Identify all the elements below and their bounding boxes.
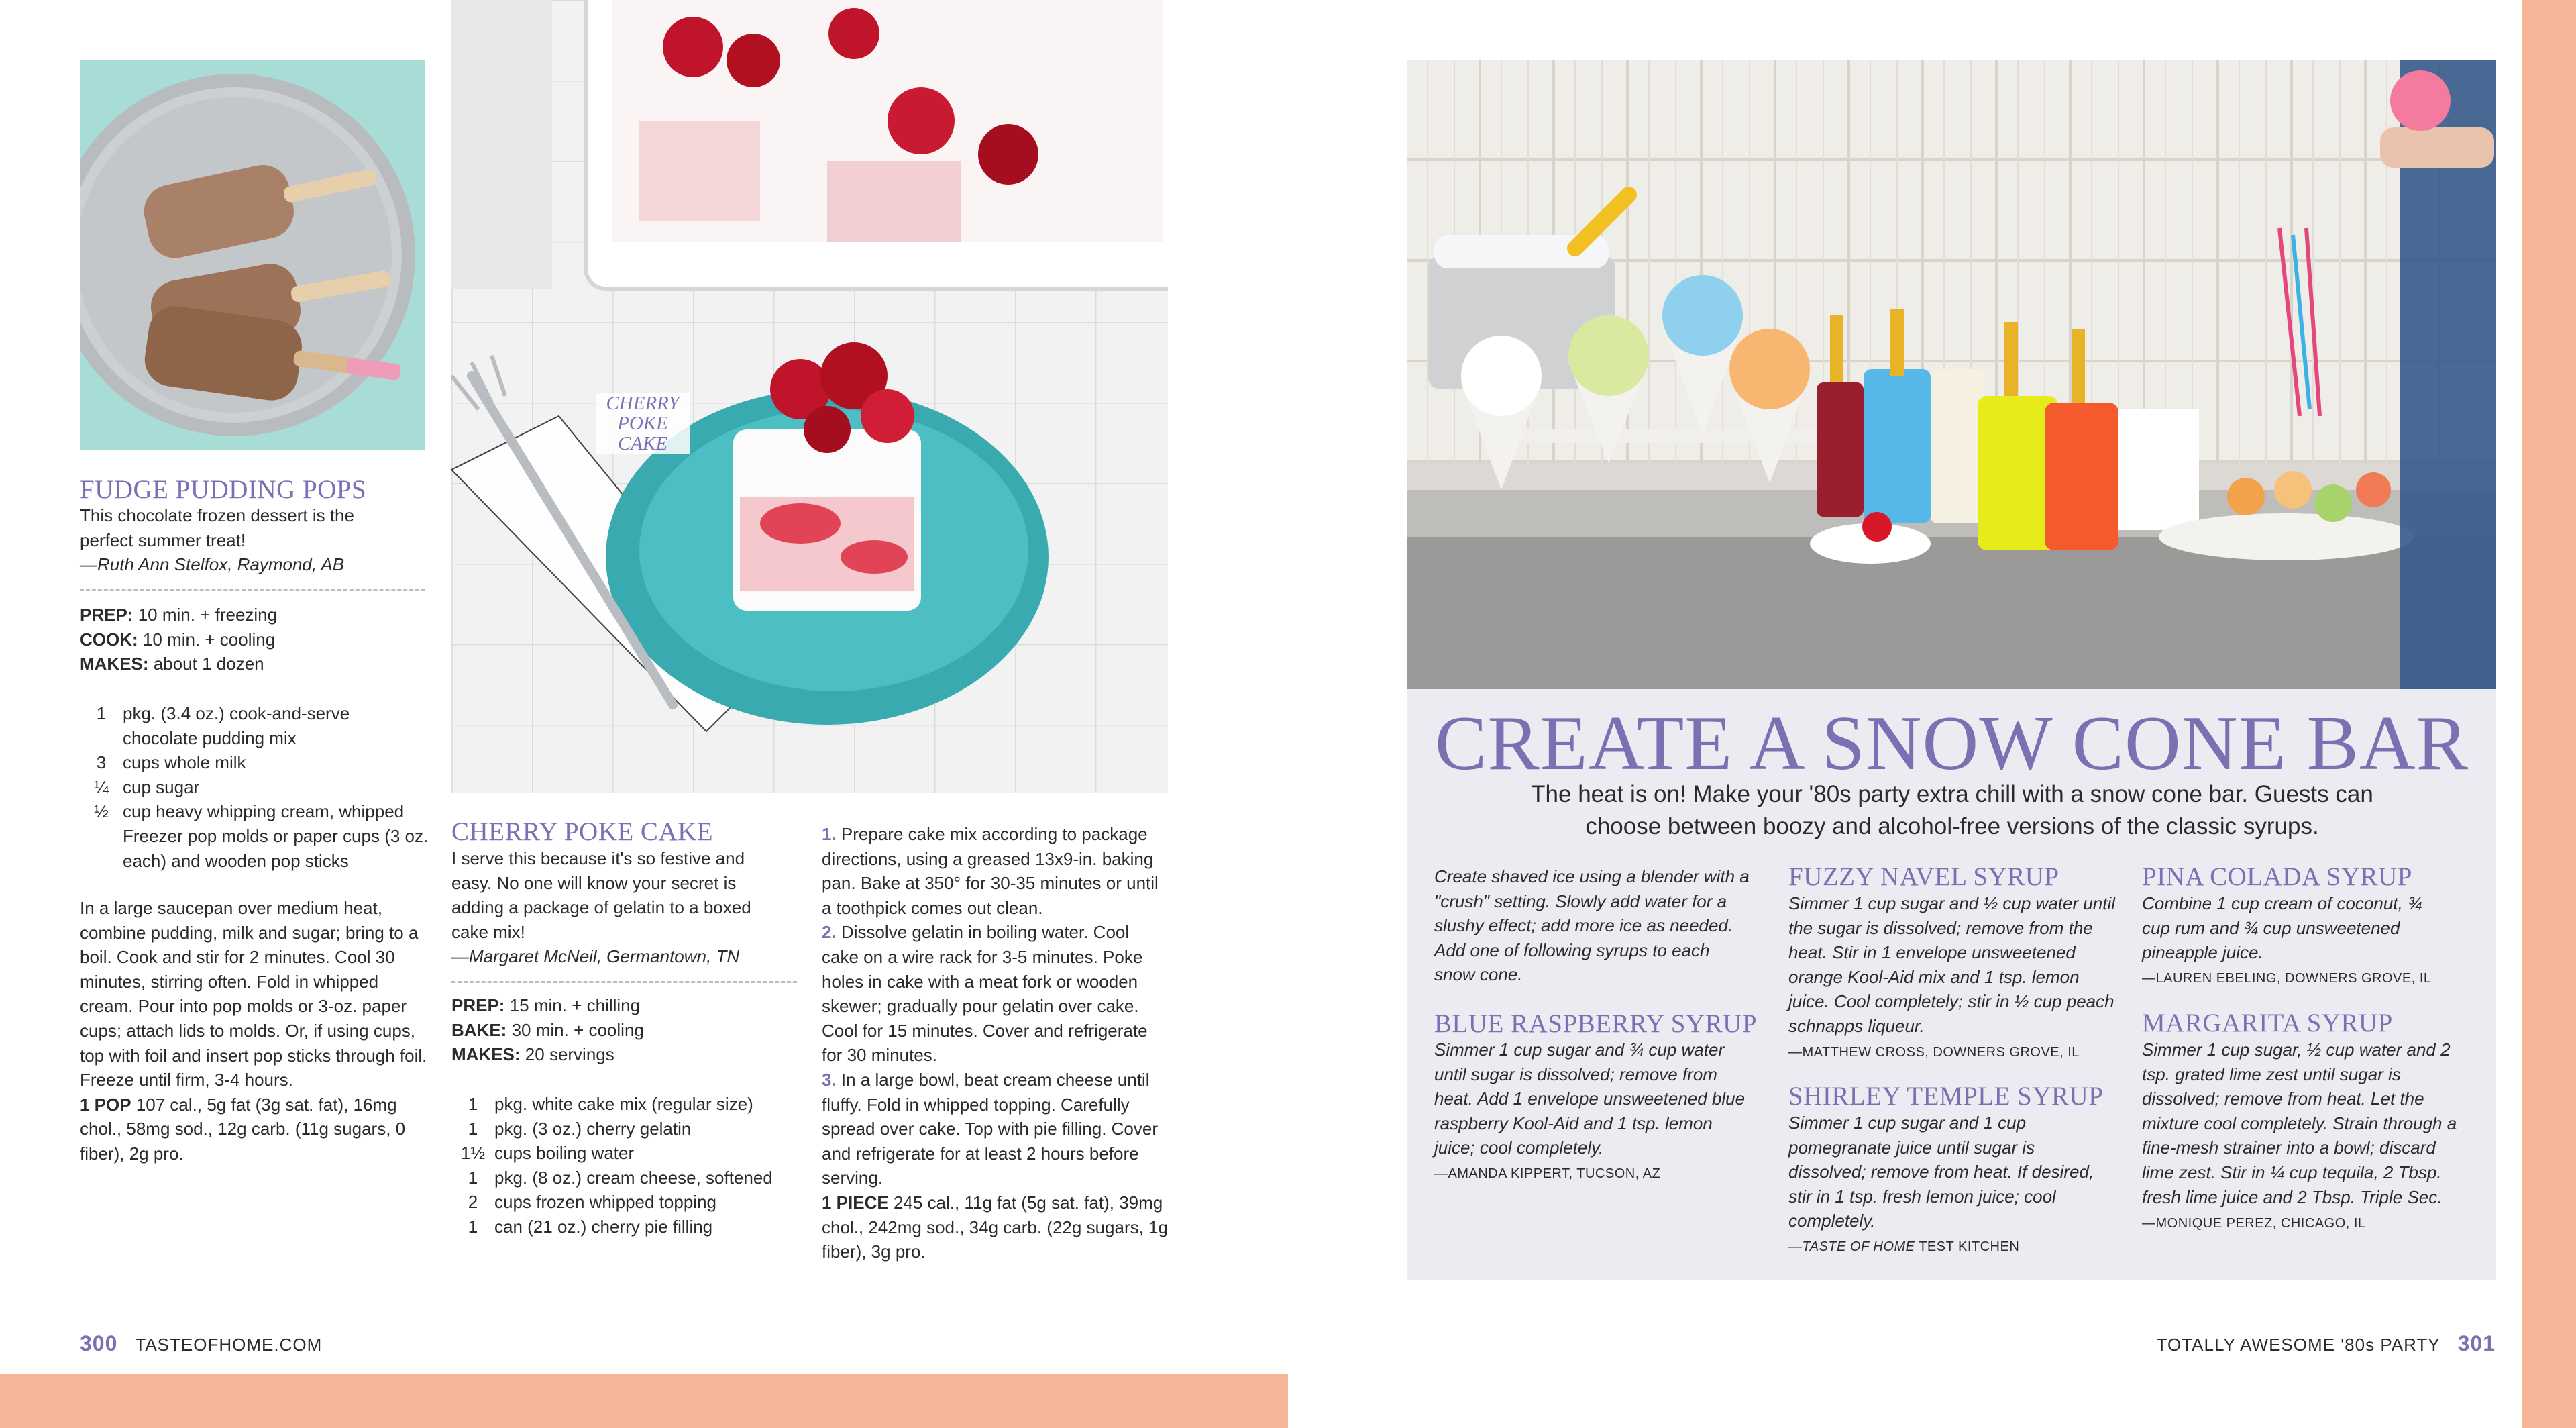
blue-raspberry-title: BLUE RASPBERRY SYRUP xyxy=(1434,1009,1758,1038)
snow-cone-intro: Create shaved ice using a blender with a "crush" setting. Slowly add water for a slushy effect; add more ice as needed. Add one of following syrups to each snow cone. xyxy=(1434,866,1750,985)
ingredient-item: ½ cup heavy whipping cream, whipped xyxy=(94,801,405,822)
cherry-ingredients xyxy=(451,1092,800,1239)
margarita-title: MARGARITA SYRUP xyxy=(2142,1009,2393,1037)
cherry-title: CHERRY POKE CAKE xyxy=(451,817,714,846)
left-folio: 300 TASTEOFHOME.COM xyxy=(80,1331,323,1356)
cherry-directions: 1. Prepare cake mix according to package directions, using a greased 13x9-in. baking pan. Bake at 350° for 30-35 minutes or until a toothpick comes out clean. 2. Dissolve gelatin in boiling water. Cool cake on a wire rack for 3-5 minutes. Poke holes in cake with a meat fork or wooden skewer; gradually pour gelatin over cake. Cool for 15 minutes. Cover and refrigerate for 30 minutes. 3. In a large bowl, beat cream cheese until fluffy. Fold in whipped topping. Carefully spread over cake. Top with pie filling. Cover and refrigerate for at least 2 hours before serving. 1 PIECE 245 cal., 11g fat (5g sat. fat), 39mg chol., 242mg sod., 34g carb. (22g sugars, 1g fiber), 3g pro. xyxy=(822,822,1171,1264)
fuzzy-navel-attr: —MATTHEW CROSS, DOWNERS GROVE, IL xyxy=(1788,1045,2080,1060)
step: 1. Prepare cake mix according to package directions, using a greased 13x9-in. baking pan. Bake at 350° for 30-35 minutes or until a toothpick comes out clean. xyxy=(822,824,1159,918)
fudge-directions: In a large saucepan over medium heat, combine pudding, milk and sugar; bring to a boil. Cook and stir for 2 minutes. Cool 30 minutes, stirring often. Fold in whipped cream. Pour into pop molds or 3-oz. paper cups; attach lids to molds. Or, if using cups, top with foil and insert pop sticks through foil. Freeze until firm, 3-4 hours. 1 POP 107 cal., 5g fat (3g sat. fat), 16mg chol., 58mg sod., 12g carb. (11g sugars, 0 fiber), 2g pro. xyxy=(80,898,427,1164)
right-folio: TOTALLY AWESOME '80s PARTY 301 xyxy=(2156,1331,2496,1356)
ingredient-item: 1 pkg. (8 oz.) cream cheese, softened xyxy=(468,1167,773,1188)
ingredient-item: Freezer pop molds or paper cups (3 oz. each) and wooden pop sticks xyxy=(123,825,429,871)
step: 3. In a large bowl, beat cream cheese until fluffy. Fold in whipped topping. Carefully spread over cake. Top with pie filling. Cover and refrigerate for at least 2 hours before serving. xyxy=(822,1069,1158,1188)
dek: The heat is on! Make your '80s party extra chill with a snow cone bar. Guests can choose between boozy and alcohol-free versions of the classic syrups. xyxy=(1531,781,2373,839)
fudge-title: FUDGE PUDDING POPS xyxy=(80,475,367,504)
pina-colada-text: Combine 1 cup cream of coconut, ¾ cup rum and ¾ cup unsweetened pineapple juice. xyxy=(2142,893,2422,963)
ingredient-item: ¼ cup sugar xyxy=(94,776,200,797)
ingredient-item: 1 pkg. (3.4 oz.) cook-and-serve chocolate pudding mix xyxy=(96,703,350,748)
headline: CREATE A SNOW CONE BAR xyxy=(1435,701,2469,786)
pina-colada-title: PINA COLADA SYRUP xyxy=(2142,862,2412,891)
cherry-times: PREP: 15 min. + chilling BAKE: 30 min. + cooling MAKES: 20 servings xyxy=(451,995,644,1065)
right-peach-edge xyxy=(2522,0,2576,1428)
page-number: 301 xyxy=(2457,1331,2496,1356)
blue-raspberry-attr: —AMANDA KIPPERT, TUCSON, AZ xyxy=(1434,1166,1661,1181)
pina-colada-attr: —LAUREN EBELING, DOWNERS GROVE, IL xyxy=(2142,971,2432,986)
ingredient-item: 2 cups frozen whipped topping xyxy=(468,1192,717,1213)
shirley-temple-text: Simmer 1 cup sugar and 1 cup pomegranate juice until sugar is dissolved; remove from heat. If desired, stir in 1 tsp. fresh lemon juice; cool completely. xyxy=(1788,1113,2094,1231)
ingredient-item: 3 cups whole milk xyxy=(96,752,246,773)
ingredient-item: 1 pkg. (3 oz.) cherry gelatin xyxy=(468,1118,692,1139)
fudge-times: PREP: 10 min. + freezing COOK: 10 min. + cooling MAKES: about 1 dozen xyxy=(80,605,278,674)
fudge-ingredients xyxy=(80,701,429,873)
left-peach-bar xyxy=(0,1374,1288,1428)
margarita-attr: —MONIQUE PEREZ, CHICAGO, IL xyxy=(2142,1216,2366,1231)
blue-raspberry-text: Simmer 1 cup sugar and ¾ cup water until sugar is dissolved; remove from heat. Add 1 envelope unsweetened blue raspberry Kool-Aid and 1 tsp. lemon juice; cool completely. xyxy=(1434,1039,1746,1158)
fudge-byline: —Ruth Ann Stelfox, Raymond, AB xyxy=(80,554,345,575)
shirley-temple-title: SHIRLEY TEMPLE SYRUP xyxy=(1788,1082,2104,1111)
fuzzy-navel-title: FUZZY NAVEL SYRUP xyxy=(1788,862,2059,891)
fudge-divider xyxy=(80,589,425,591)
fudge-pops-photo xyxy=(80,60,425,450)
page-number: 300 xyxy=(80,1331,118,1356)
photo-label: CHERRY POKE CAKE xyxy=(596,393,690,454)
fudge-intro: This chocolate frozen dessert is the perfect summer treat! —Ruth Ann Stelfox, Raymond, AB xyxy=(80,503,362,577)
step: 2. Dissolve gelatin in boiling water. Cool cake on a wire rack for 3-5 minutes. Poke holes in cake with a meat fork or wooden skewer; gradually pour gelatin over cake. Cool for 15 minutes. Cover and refrigerate for 30 minutes. xyxy=(822,922,1148,1066)
shirley-temple-attr: —TASTE OF HOME TEST KITCHEN xyxy=(1788,1239,2020,1254)
snow-cone-bar-photo xyxy=(1407,60,2496,689)
ingredient-item: 1 can (21 oz.) cherry pie filling xyxy=(468,1216,713,1237)
cherry-intro: I serve this because it's so festive and easy. No one will know your secret is adding a package of gelatin to a boxed cake mix! —Margaret McNeil, Germantown, TN xyxy=(451,846,773,969)
margarita-text: Simmer 1 cup sugar, ½ cup water and 2 tsp. grated lime zest until sugar is dissolved; remove from heat. Let the mixture cool completely. Strain through a fine-mesh strainer into a bowl; discard lime zest. Stir in ¼ cup tequila, 2 Tbsp. fresh lime juice and 2 Tbsp. Triple Sec. xyxy=(2142,1039,2457,1207)
ingredient-item: 1½ cups boiling water xyxy=(460,1143,635,1164)
cherry-byline: —Margaret McNeil, Germantown, TN xyxy=(451,946,740,967)
fuzzy-navel-text: Simmer 1 cup sugar and ½ cup water until the sugar is dissolved; remove from the heat. Stir in 1 envelope unsweetened orange Kool-Aid mix and 1 tsp. lemon juice. Cool completely; stir in ½ cup peach schnapps liqueur. xyxy=(1788,893,2116,1036)
cherry-divider xyxy=(451,981,797,983)
ingredient-item: 1 pkg. white cake mix (regular size) xyxy=(468,1094,753,1114)
cherry-poke-cake-photo xyxy=(451,0,1168,793)
